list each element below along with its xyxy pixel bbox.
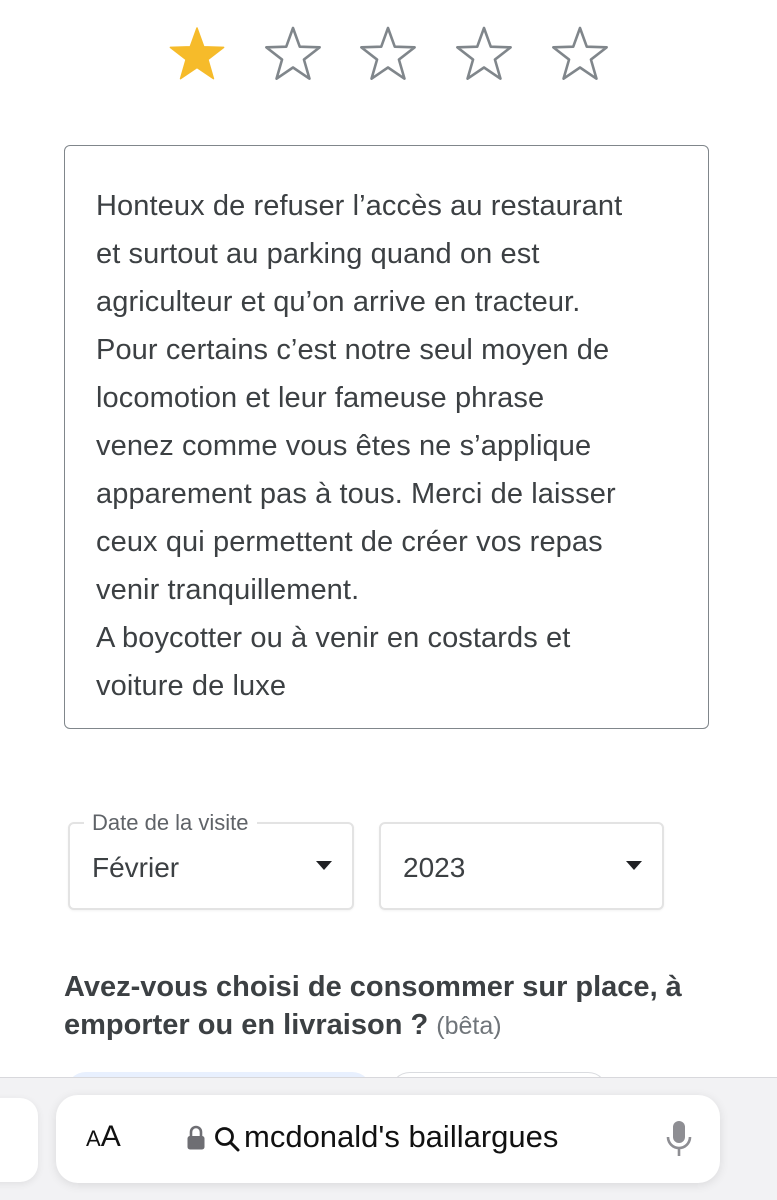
address-bar-text: mcdonald's baillargues: [244, 1119, 559, 1154]
star-rating: [0, 24, 777, 94]
dropdown-arrow-icon: [316, 861, 332, 870]
visit-month-select[interactable]: [68, 810, 354, 910]
dropdown-arrow-icon: [626, 861, 642, 870]
review-text: Honteux de refuser l’accès au restaurant et surtout au parking quand on est agriculteur et qu’on arrive en tracteur. Pour certains c’est notre seul moyen de locomotion et leur fameuse phrase venez comme vous êtes ne s’applique apparement pas à tous. Merci de laisser ceux qui permettent de créer vos repas venir tranquillement. A boycotter ou à venir en costards et voiture de luxe: [96, 190, 623, 702]
browser-toolbar: [0, 1077, 777, 1200]
visit-year-select[interactable]: [379, 822, 664, 910]
dining-option-question: [64, 968, 744, 1045]
star-2-icon[interactable]: [262, 24, 324, 86]
star-4-icon[interactable]: [453, 24, 515, 86]
beta-badge: (bêta): [436, 1012, 502, 1040]
lock-icon: [186, 1125, 206, 1151]
star-1-icon[interactable]: [166, 24, 228, 86]
star-3-icon[interactable]: [357, 24, 419, 86]
visit-year-value: 2023: [403, 852, 466, 883]
review-textarea[interactable]: [64, 145, 709, 729]
visit-month-value: Février: [92, 852, 180, 883]
visit-date-label: Date de la visite: [84, 810, 257, 836]
microphone-icon[interactable]: [666, 1120, 692, 1158]
search-icon: [214, 1126, 240, 1152]
question-text: Avez-vous choisi de consommer sur place, à emporter ou en livraison ?: [64, 971, 682, 1041]
previous-tab-preview[interactable]: [0, 1098, 38, 1182]
star-5-icon[interactable]: [549, 24, 611, 86]
address-bar[interactable]: [56, 1095, 720, 1183]
text-size-button[interactable]: AA: [86, 1120, 121, 1153]
